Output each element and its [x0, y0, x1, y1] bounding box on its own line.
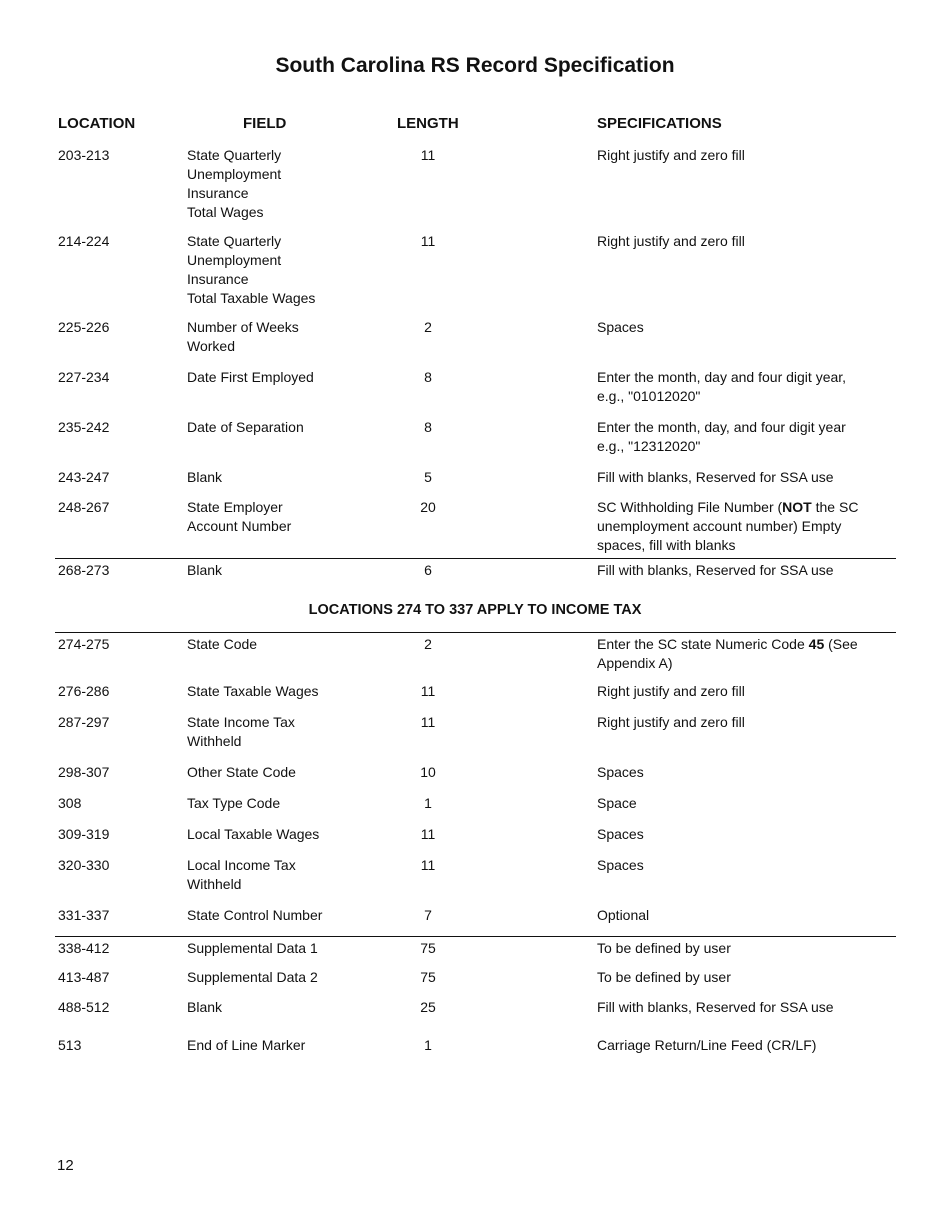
header-location: LOCATION: [58, 115, 136, 132]
length-cell: 5: [424, 469, 432, 485]
length-cell: 11: [420, 147, 436, 163]
length-cell: 8: [424, 369, 432, 385]
specification-cell: Enter the month, day and four digit year, e.g., "01012020": [597, 369, 847, 404]
length-cell: 11: [420, 683, 436, 699]
field-cell: State Taxable Wages: [187, 683, 319, 699]
length-cell: 11: [420, 233, 436, 249]
divider-line: [55, 632, 896, 633]
specification-cell: To be defined by user: [597, 940, 731, 956]
length-cell: 75: [420, 940, 436, 956]
field-cell: Blank: [187, 999, 223, 1015]
specification-cell: Fill with blanks, Reserved for SSA use: [597, 562, 834, 578]
length-cell: 20: [420, 499, 436, 515]
location-cell: 488-512: [58, 999, 110, 1015]
specification-cell: Spaces: [597, 764, 644, 780]
divider-line: [55, 936, 896, 937]
specification-cell: Right justify and zero fill: [597, 683, 745, 699]
section-title: LOCATIONS 274 TO 337 APPLY TO INCOME TAX: [308, 602, 642, 618]
field-cell: Blank: [187, 562, 223, 578]
location-cell: 203-213: [58, 147, 110, 163]
length-cell: 11: [420, 826, 436, 842]
specification-cell: Space: [597, 795, 637, 811]
field-cell: Blank: [187, 469, 223, 485]
specification-cell: Carriage Return/Line Feed (CR/LF): [597, 1037, 817, 1053]
length-cell: 8: [424, 419, 432, 435]
field-cell: Supplemental Data 1: [187, 940, 318, 956]
specification-cell: To be defined by user: [597, 969, 731, 985]
page-title: South Carolina RS Record Specification: [275, 54, 675, 77]
field-cell: State Quarterly Unemployment Insurance Total Wages: [187, 147, 282, 220]
length-cell: 2: [424, 319, 432, 335]
length-cell: 1: [424, 795, 432, 811]
field-cell: State Quarterly Unemployment Insurance Total Taxable Wages: [187, 233, 316, 306]
field-cell: Other State Code: [187, 764, 296, 780]
header-length: LENGTH: [397, 115, 459, 132]
location-cell: 274-275: [58, 636, 110, 652]
specification-cell: Spaces: [597, 857, 644, 873]
location-cell: 413-487: [58, 969, 110, 985]
field-cell: State Income Tax Withheld: [187, 714, 295, 749]
specification-cell: Optional: [597, 907, 650, 923]
location-cell: 243-247: [58, 469, 110, 485]
location-cell: 338-412: [58, 940, 110, 956]
length-cell: 10: [420, 764, 436, 780]
location-cell: 225-226: [58, 319, 110, 335]
specification-cell: Enter the month, day, and four digit year e.g., "12312020": [597, 419, 846, 454]
length-cell: 75: [420, 969, 436, 985]
length-cell: 6: [424, 562, 432, 578]
specification-cell: Right justify and zero fill: [597, 147, 745, 163]
location-cell: 235-242: [58, 419, 110, 435]
specification-cell: Enter the SC state Numeric Code 45 (See Appendix A): [597, 636, 858, 671]
length-cell: 11: [420, 857, 436, 873]
location-cell: 513: [58, 1037, 82, 1053]
specification-cell: Right justify and zero fill: [597, 233, 745, 249]
location-cell: 331-337: [58, 907, 110, 923]
field-cell: State Control Number: [187, 907, 323, 923]
specification-cell: Right justify and zero fill: [597, 714, 745, 730]
length-cell: 2: [424, 636, 432, 652]
header-field: FIELD: [243, 115, 287, 132]
specification-cell: Spaces: [597, 826, 644, 842]
field-cell: Tax Type Code: [187, 795, 281, 811]
field-cell: Date First Employed: [187, 369, 314, 385]
field-cell: Number of Weeks Worked: [187, 319, 299, 354]
location-cell: 248-267: [58, 499, 110, 515]
specification-cell: SC Withholding File Number (NOT the SC unemployment account number) Empty spaces, fill with blanks: [597, 499, 859, 553]
specification-cell: Fill with blanks, Reserved for SSA use: [597, 469, 834, 485]
location-cell: 308: [58, 795, 82, 811]
field-cell: State Employer Account Number: [187, 499, 292, 534]
length-cell: 11: [420, 714, 436, 730]
field-cell: Local Taxable Wages: [187, 826, 320, 842]
location-cell: 268-273: [58, 562, 110, 578]
header-specifications: SPECIFICATIONS: [597, 115, 722, 132]
field-cell: Date of Separation: [187, 419, 304, 435]
field-cell: Supplemental Data 2: [187, 969, 318, 985]
location-cell: 320-330: [58, 857, 110, 873]
location-cell: 227-234: [58, 369, 110, 385]
location-cell: 276-286: [58, 683, 110, 699]
field-cell: Local Income Tax Withheld: [187, 857, 296, 892]
length-cell: 1: [424, 1037, 432, 1053]
location-cell: 298-307: [58, 764, 110, 780]
specification-cell: Fill with blanks, Reserved for SSA use: [597, 999, 834, 1015]
page-number: 12: [57, 1157, 74, 1174]
location-cell: 287-297: [58, 714, 110, 730]
length-cell: 25: [420, 999, 436, 1015]
specification-cell: Spaces: [597, 319, 644, 335]
field-cell: End of Line Marker: [187, 1037, 306, 1053]
length-cell: 7: [424, 907, 432, 923]
divider-line: [55, 558, 896, 559]
location-cell: 309-319: [58, 826, 110, 842]
field-cell: State Code: [187, 636, 258, 652]
location-cell: 214-224: [58, 233, 110, 249]
